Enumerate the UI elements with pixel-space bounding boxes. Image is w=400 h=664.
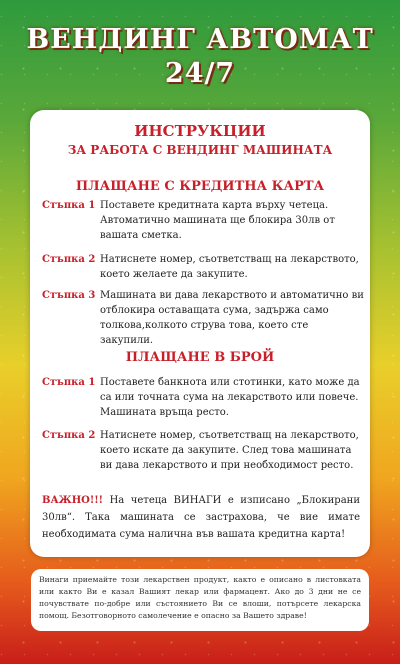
step-text: Натиснете номер, съответстващ на лекарството, което искате да закупите. След това машината ви дава лекарството и при необходимост ресто. [100,430,359,471]
instructions-subtitle: ЗА РАБОТА С ВЕНДИНГ МАШИНАТА [67,143,333,157]
medical-disclaimer: Винаги приемайте този лекарствен продукт, както е описано в листовката или както Ви е казал Вашият лекар или фармацевт. Ако до 3 дни не се почувствате по-добре или състоянието Ви се влоши, потърсете лекарска помощ. Безотговорното самолечение е опасно за Вашето здраве! [31,569,369,631]
important-note [42,492,360,543]
step-label: Стъпка 3 [42,290,96,301]
instructions-title: ИНСТРУКЦИИ [134,122,266,140]
important-label: ВАЖНО!!! [42,495,104,506]
step-text: Поставете банкнота или стотинки, като може да са или точната сума на лекарството или повече. Машината връща ресто. [100,377,360,418]
step-label: Стъпка 1 [42,200,96,211]
step-label: Стъпка 2 [42,430,96,441]
step-text: Машината ви дава лекарството и автоматично ви отблокира оставащата сума, задържа само толкова,колкото струва това, което сте закупили. [100,290,364,346]
important-text: На четеца ВИНАГИ е изписано „Блокирани 30лв“. Така машината се застрахова, че вие имате необходимата сума налична във вашата кредитна карта! [42,495,360,540]
step-label: Стъпка 1 [42,377,96,388]
step-text: Натиснете номер, съответстващ на лекарството, което желаете да закупите. [100,254,359,280]
step-label: Стъпка 2 [42,254,96,265]
title-line-1: ВЕНДИНГ АВТОМАТ [26,24,374,55]
title-line-2: 24/7 [164,58,236,89]
cash-payment-heading: ПЛАЩАНЕ В БРОЙ [125,350,275,365]
instructions-card [30,110,370,557]
card-payment-heading: ПЛАЩАНЕ С КРЕДИТНА КАРТА [75,179,325,194]
step-text: Поставете кредитната карта върху четеца. Автоматично машината ще блокира 30лв от вашата сметка. [100,200,335,241]
